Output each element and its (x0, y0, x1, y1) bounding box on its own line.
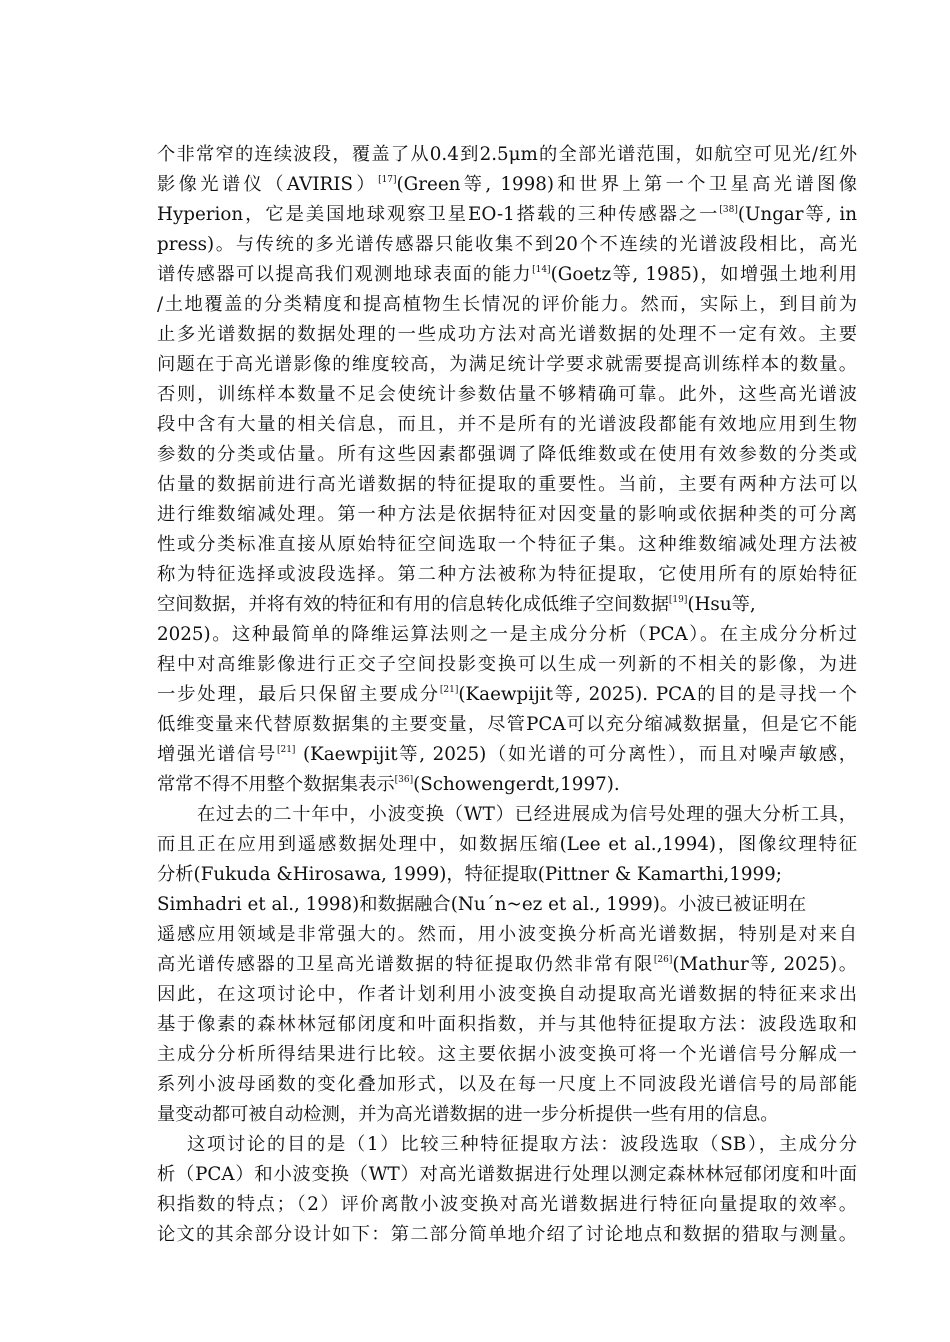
text-line (157, 680, 857, 710)
text-run: 一步处理，最后只保留主要成分 (157, 684, 440, 705)
text-run: 问题在于高光谱影像的维度较高，为满足统计学要求就需要提高训练样本的数量。 (157, 354, 857, 375)
text-run: Simhadri et al., 1998)和数据融合(Nu´n~ez et al., 1999)。小波已被证明在 (157, 894, 807, 915)
text-line (157, 1190, 857, 1220)
text-run: 影像光谱仪（AVIRIS） (157, 174, 379, 195)
text-line (157, 1160, 857, 1190)
text-run: 进行维数缩减处理。第一种方法是依据特征对因变量的影响或依据种类的可分离 (157, 504, 857, 525)
text-line (157, 440, 857, 470)
text-line (157, 710, 857, 740)
text-run: 在过去的二十年中，小波变换（WT）已经进展成为信号处理的强大分析工具， (197, 804, 857, 825)
text-line (157, 290, 857, 320)
text-run: (Mathur等, 2025)。 (672, 954, 857, 975)
text-run: 析（PCA）和小波变换（WT）对高光谱数据进行处理以测定森林林冠郁闭度和叶面 (157, 1164, 857, 1185)
text-line (157, 1070, 857, 1100)
text-line (157, 1010, 857, 1040)
text-line (157, 590, 756, 620)
text-run: 否则，训练样本数量不足会使统计参数估量不够精确可靠。此外，这些高光谱波 (157, 384, 857, 405)
citation-ref: [14] (532, 265, 551, 275)
text-line (157, 230, 857, 260)
text-line (157, 170, 857, 200)
text-line (157, 1040, 857, 1070)
text-line (157, 260, 857, 290)
text-line (157, 920, 857, 950)
citation-ref: [36] (394, 775, 414, 785)
text-line (157, 380, 857, 410)
text-line (157, 770, 620, 800)
text-run: 段中含有大量的相关信息，而且，并不是所有的光谱波段都能有效地应用到生物 (157, 414, 857, 435)
text-run: (Hsu等, (687, 594, 756, 615)
text-run: (Ungar等, in (737, 204, 857, 225)
text-run: 系列小波母函数的变化叠加形式，以及在每一尺度上不同波段光谱信号的局部能 (157, 1074, 857, 1095)
text-run: 量变动都可被自动检测，并为高光谱数据的进一步分析提供一些有用的信息。 (157, 1104, 779, 1125)
text-line (157, 200, 857, 230)
text-line (157, 890, 806, 920)
citation-ref: [38] (719, 205, 738, 215)
text-line (157, 740, 857, 770)
text-run: press)。与传统的多光谱传感器只能收集不到20个不连续的光谱波段相比，高光 (157, 234, 857, 255)
citation-ref: [17] (378, 175, 397, 185)
citation-ref: [26] (653, 955, 673, 965)
text-line (157, 500, 857, 530)
text-line (157, 350, 857, 380)
text-line (157, 980, 857, 1010)
text-run: 论文的其余部分设计如下：第二部分简单地介绍了讨论地点和数据的猎取与测量。 (157, 1224, 857, 1245)
text-line (157, 1220, 857, 1250)
text-run: 止多光谱数据的数据处理的一些成功方法对高光谱数据的处理不一定有效。主要 (157, 324, 857, 345)
text-line (157, 470, 857, 500)
text-run: 分析(Fukuda &Hirosawa, 1999)，特征提取(Pittner & Kamarthi,1999; (157, 864, 782, 885)
text-run: 主成分分析所得结果进行比较。这主要依据小波变换可将一个光谱信号分解成一 (157, 1044, 857, 1065)
text-run: Hyperion，它是美国地球观察卫星EO-1搭载的三种传感器之一 (157, 204, 720, 225)
text-run: 2025)。这种最简单的降维运算法则之一是主成分分析（PCA）。在主成分分析过 (157, 624, 857, 645)
text-run: 程中对高维影像进行正交子空间投影变换可以生成一列新的不相关的影像，为进 (157, 654, 857, 675)
text-run: 低维变量来代替原数据集的主要变量，尽管PCA可以充分缩减数据量，但是它不能 (157, 714, 857, 735)
text-run: (Green等, 1998)和世界上第一个卫星高光谱图像 (396, 174, 857, 195)
text-line (157, 530, 857, 560)
text-line (157, 560, 857, 590)
text-line (157, 650, 857, 680)
text-run: 增强光谱信号 (157, 744, 277, 765)
text-run: (Schowengerdt,1997). (413, 774, 620, 795)
citation-ref: [19] (668, 595, 688, 605)
text-run: /土地覆盖的分类精度和提高植物生长情况的评价能力。然而，实际上，到目前为 (157, 294, 857, 315)
text-line (157, 950, 857, 980)
text-run: 基于像素的森林林冠郁闭度和叶面积指数，并与其他特征提取方法：波段选取和 (157, 1014, 857, 1035)
text-run: 高光谱传感器的卫星高光谱数据的特征提取仍然非常有限 (157, 954, 654, 975)
text-run: 估量的数据前进行高光谱数据的特征提取的重要性。当前，主要有两种方法可以 (157, 474, 857, 495)
text-run: (Kaewpijit等, 2025). PCA的目的是寻找一个 (458, 684, 857, 705)
text-run: 因此，在这项讨论中，作者计划利用小波变换自动提取高光谱数据的特征来求出 (157, 984, 857, 1005)
text-line (157, 860, 782, 890)
text-run: 空间数据，并将有效的特征和有用的信息转化成低维子空间数据 (157, 594, 669, 615)
text-line (157, 410, 857, 440)
text-line (157, 140, 857, 170)
text-line (157, 320, 857, 350)
text-run: (Kaewpijit等, 2025)（如光谱的可分离性），而且对噪声敏感， (295, 744, 857, 765)
text-run: (Goetz等, 1985)，如增强土地利用 (550, 264, 857, 285)
citation-ref: [21] (276, 745, 296, 755)
text-line (157, 620, 857, 650)
text-run: 积指数的特点；（2）评价离散小波变换对高光谱数据进行特征向量提取的效率。 (157, 1194, 857, 1215)
text-run: 参数的分类或估量。所有这些因素都强调了降低维数或在使用有效参数的分类或 (157, 444, 857, 465)
text-line (157, 830, 857, 860)
text-line (187, 1130, 857, 1160)
citation-ref: [21] (439, 685, 459, 695)
text-run: 性或分类标准直接从原始特征空间选取一个特征子集。这种维数缩减处理方法被 (157, 534, 857, 555)
text-run: 遥感应用领域是非常强大的。然而，用小波变换分析高光谱数据，特别是对来自 (157, 924, 857, 945)
text-run: 这项讨论的目的是（1）比较三种特征提取方法：波段选取（SB），主成分分 (187, 1134, 857, 1155)
text-run: 称为特征选择或波段选择。第二种方法被称为特征提取，它使用所有的原始特征 (157, 564, 857, 585)
text-line (157, 1100, 779, 1130)
text-run: 而且正在应用到遥感数据处理中，如数据压缩(Lee et al.,1994)，图像纹理特征 (157, 834, 857, 855)
text-run: 常常不得不用整个数据集表示 (157, 774, 395, 795)
text-run: 谱传感器可以提高我们观测地球表面的能力 (157, 264, 533, 285)
text-line (197, 800, 857, 830)
text-run: 个非常窄的连续波段，覆盖了从0.4到2.5μm的全部光谱范围，如航空可见光/红外 (157, 144, 857, 165)
